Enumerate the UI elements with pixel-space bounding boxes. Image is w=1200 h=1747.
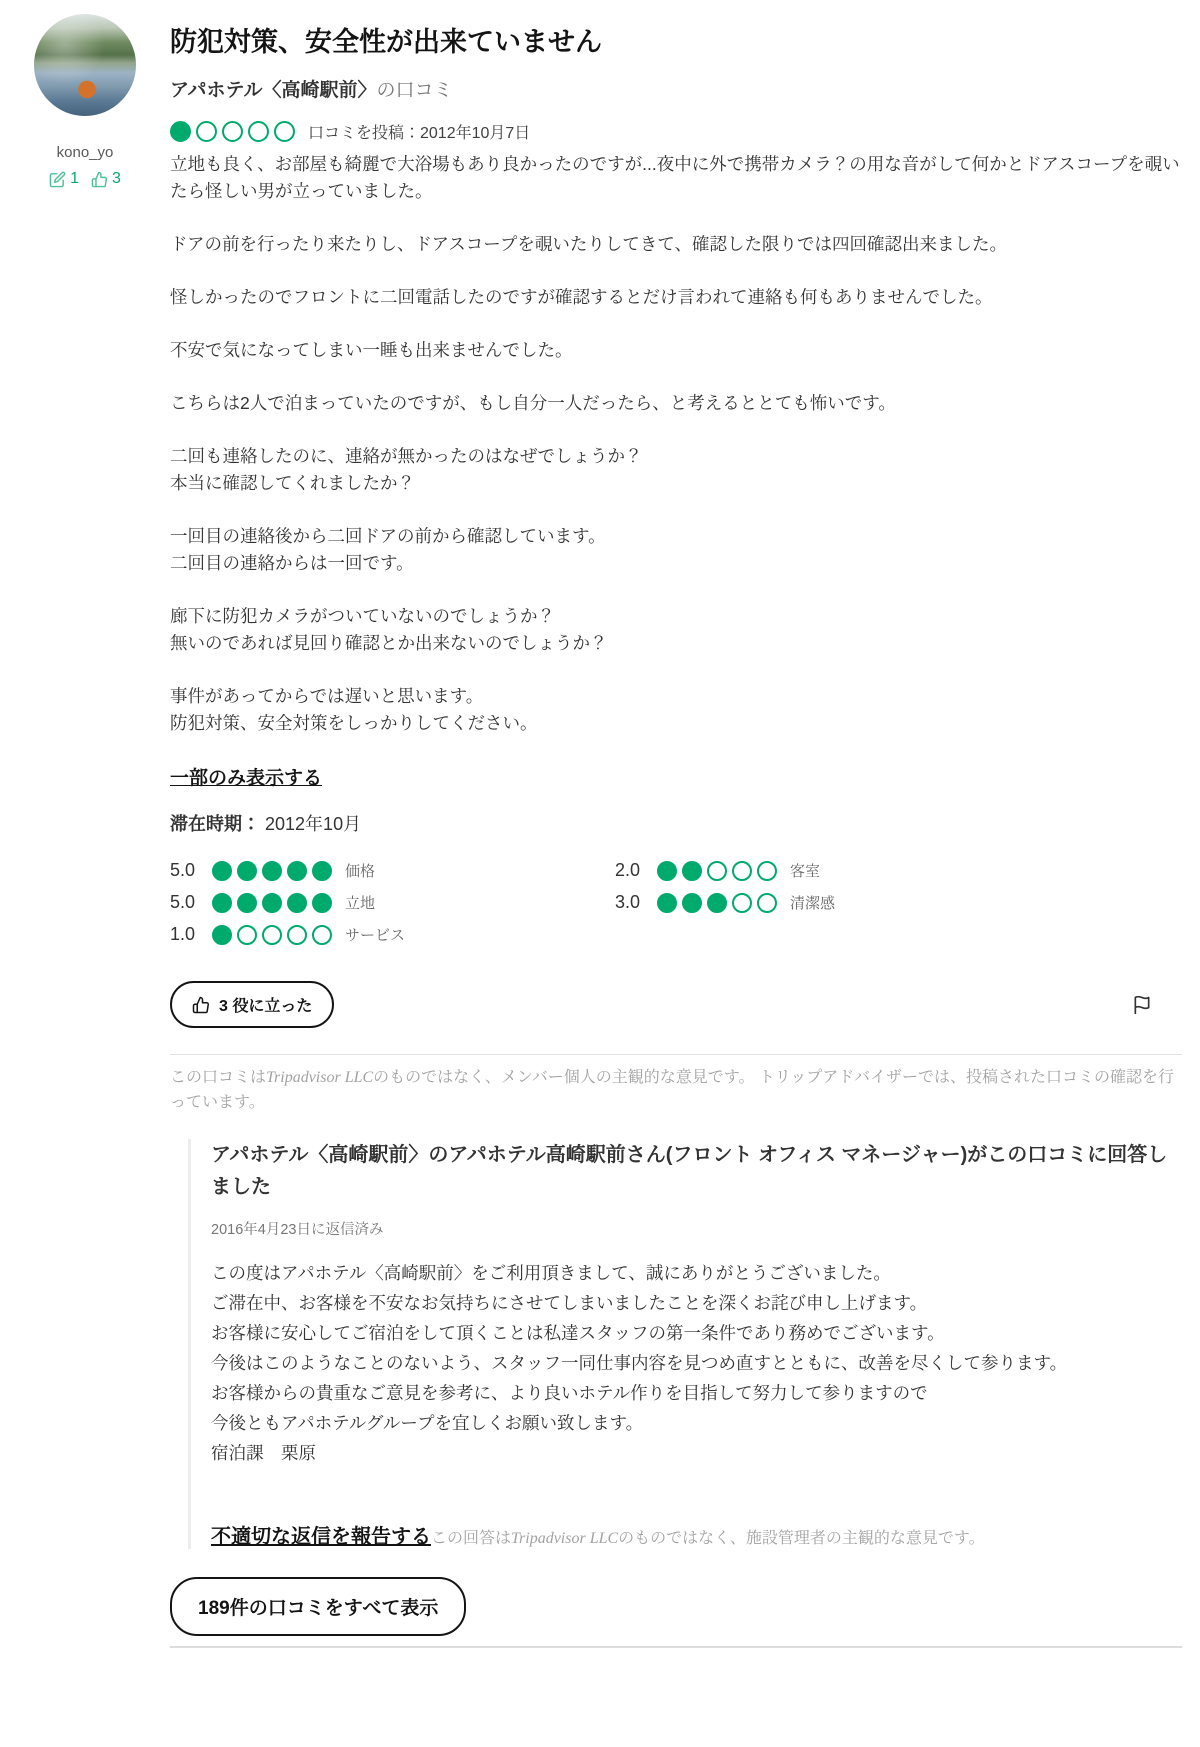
- filled-bubble: [212, 861, 232, 881]
- filled-bubble: [212, 893, 232, 913]
- subrating-bubbles: [657, 861, 777, 881]
- review-body: [170, 151, 1182, 737]
- filled-bubble: [237, 893, 257, 913]
- stay-date-label: 滞在時期：: [170, 814, 260, 834]
- helpful-votes-stat: [91, 170, 121, 188]
- response-header: アパホテル〈高崎駅前〉のアパホテル高崎駅前さん(フロント オフィス マネージャー)がこの口コミに回答しました: [211, 1144, 1168, 1198]
- response-body: この度はアパホテル〈高崎駅前〉をご利用頂きまして、誠にありがとうございました。 ご滞在中、お客様を不安なお気持ちにさせてしまいましたことを深くお詫び申し上げます。 お客様に安心してご宿泊をして頂くことは私達スタッフの第一条件であり務めでございます。 今後はこのようなことのないよう、スタッフ一同仕事内容を見つめ直すとともに、改善を尽くして参ります。 お客様からの貴重なご意見を参考に、より良いホテル作りを目指して努力して参りますので 今後ともアパホテルグループを宜しくお願い致します。 宿泊課 栗原: [211, 1263, 1068, 1463]
- review-paragraph: ドアの前を行ったり来たりし、ドアスコープを覗いたりしてきて、確認した限りでは四回確認出来ました。: [170, 234, 1008, 254]
- filled-bubble: [170, 121, 191, 142]
- filled-bubble: [262, 861, 282, 881]
- empty-bubble: [248, 121, 269, 142]
- empty-bubble: [312, 925, 332, 945]
- stay-date-value: 2012年10月: [265, 814, 362, 834]
- subrating-value: 2.0: [615, 860, 641, 880]
- avatar[interactable]: [34, 14, 136, 116]
- report-review-button[interactable]: [1132, 995, 1152, 1015]
- filled-bubble: [287, 861, 307, 881]
- thumbs-up-icon: [192, 996, 210, 1014]
- helpful-row: [170, 981, 1182, 1028]
- hotel-name-link[interactable]: アパホテル〈高崎駅前〉: [170, 80, 377, 101]
- report-response-link[interactable]: 不適切な返信を報告する: [211, 1526, 431, 1548]
- section-divider: [170, 1054, 1182, 1055]
- rating-row: [170, 120, 1182, 143]
- subrating-bubbles: [657, 893, 777, 913]
- report-row: [211, 1520, 1182, 1549]
- review-disclaimer: [170, 1065, 1182, 1115]
- filled-bubble: [212, 925, 232, 945]
- empty-bubble: [732, 893, 752, 913]
- show-less-link[interactable]: 一部のみ表示する: [170, 768, 323, 789]
- subrating-bubbles: [212, 893, 332, 913]
- empty-bubble: [757, 861, 777, 881]
- subrating-label: サービス: [345, 927, 406, 944]
- pencil-square-icon: [49, 171, 66, 188]
- review-disclaimer-brand: Tripadvisor LLC: [266, 1069, 374, 1086]
- subrating-value: 5.0: [170, 860, 196, 880]
- subratings-right-column: [615, 860, 835, 945]
- filled-bubble: [707, 893, 727, 913]
- overall-rating-bubbles: [170, 121, 295, 142]
- filled-bubble: [262, 893, 282, 913]
- review-subtitle: [170, 75, 1182, 102]
- response-disclaimer-suffix: のものではなく、施設管理者の主観的な意見です。: [618, 1530, 985, 1547]
- management-response: [188, 1139, 1182, 1549]
- reviewer-username[interactable]: kono_yo: [56, 144, 114, 161]
- subrating-row: [615, 892, 835, 913]
- empty-bubble: [262, 925, 282, 945]
- contributions-count: 1: [70, 170, 79, 187]
- response-disclaimer-prefix: この回答は: [431, 1530, 512, 1547]
- stay-date: [170, 810, 1182, 836]
- subrating-label: 価格: [345, 863, 376, 880]
- filled-bubble: [682, 861, 702, 881]
- helpful-votes-count: 3: [112, 170, 121, 187]
- empty-bubble: [707, 861, 727, 881]
- review-of-suffix: の口コミ: [376, 80, 453, 101]
- review-title: 防犯対策、安全性が出来ていません: [170, 27, 602, 57]
- response-disclaimer-brand: Tripadvisor LLC: [511, 1530, 619, 1547]
- subrating-row: [615, 860, 835, 881]
- review-paragraph: 事件があってからでは遅いと思います。 防犯対策、安全対策をしっかりしてください。: [170, 686, 538, 733]
- posted-date: 口コミを投稿：2012年10月7日: [308, 125, 531, 142]
- subrating-bubbles: [212, 861, 332, 881]
- filled-bubble: [657, 893, 677, 913]
- review-paragraph: 一回目の連絡後から二回ドアの前から確認しています。 二回目の連絡からは一回です。: [170, 526, 606, 573]
- filled-bubble: [287, 893, 307, 913]
- subrating-value: 1.0: [170, 924, 196, 944]
- empty-bubble: [196, 121, 217, 142]
- empty-bubble: [287, 925, 307, 945]
- subrating-row: [170, 860, 615, 881]
- contributions-stat: [49, 170, 79, 188]
- flag-icon: [1132, 995, 1152, 1015]
- review-main: [170, 14, 1182, 1648]
- subrating-label: 立地: [345, 895, 376, 912]
- filled-bubble: [682, 893, 702, 913]
- helpful-button-label: 3 役に立った: [219, 998, 313, 1015]
- empty-bubble: [237, 925, 257, 945]
- subrating-row: [170, 892, 615, 913]
- filled-bubble: [312, 861, 332, 881]
- subratings-left-column: [170, 860, 615, 945]
- subrating-value: 5.0: [170, 892, 196, 912]
- subrating-bubbles: [212, 925, 332, 945]
- review-disclaimer-suffix: のものではなく、メンバー個人の主観的な意見です。 トリップアドバイザーでは、投稿された口コミの確認を行っています。: [170, 1069, 1174, 1111]
- review-paragraph: 怪しかったのでフロントに二回電話したのですが確認するとだけ言われて連絡も何もありませんでした。: [170, 287, 993, 307]
- filled-bubble: [237, 861, 257, 881]
- empty-bubble: [222, 121, 243, 142]
- subratings: [170, 860, 1182, 945]
- review-disclaimer-prefix: この口コミは: [170, 1069, 267, 1086]
- response-disclaimer: [431, 1530, 985, 1547]
- subrating-label: 清潔感: [790, 895, 836, 912]
- empty-bubble: [757, 893, 777, 913]
- empty-bubble: [274, 121, 295, 142]
- subrating-value: 3.0: [615, 892, 641, 912]
- filled-bubble: [657, 861, 677, 881]
- thumbs-up-icon: [91, 171, 108, 188]
- subrating-row: [170, 924, 615, 945]
- show-all-reviews-button[interactable]: 189件の口コミをすべて表示: [170, 1577, 466, 1636]
- subrating-label: 客室: [790, 863, 821, 880]
- review-paragraph: こちらは2人で泊まっていたのですが、もし自分一人だったら、と考えるととても怖いです。: [170, 393, 896, 413]
- helpful-button[interactable]: [170, 981, 334, 1028]
- review-paragraph: 廊下に防犯カメラがついていないのでしょうか？ 無いのであれば見回り確認とか出来ないのでしょうか？: [170, 606, 608, 653]
- filled-bubble: [312, 893, 332, 913]
- review-paragraph: 二回も連絡したのに、連絡が無かったのはなぜでしょうか？ 本当に確認してくれましたか？: [170, 446, 643, 493]
- reviewer-stats: [49, 170, 121, 188]
- empty-bubble: [732, 861, 752, 881]
- reviewer-panel: [30, 14, 140, 1648]
- review-paragraph: 不安で気になってしまい一睡も出来ませんでした。: [170, 340, 573, 360]
- response-date: 2016年4月23日に返信済み: [211, 1222, 384, 1238]
- review-paragraph: 立地も良く、お部屋も綺麗で大浴場もあり良かったのですが...夜中に外で携帯カメラ？の用な音がして何かとドアスコープを覗いたら怪しい男が立っていました。: [170, 154, 1180, 201]
